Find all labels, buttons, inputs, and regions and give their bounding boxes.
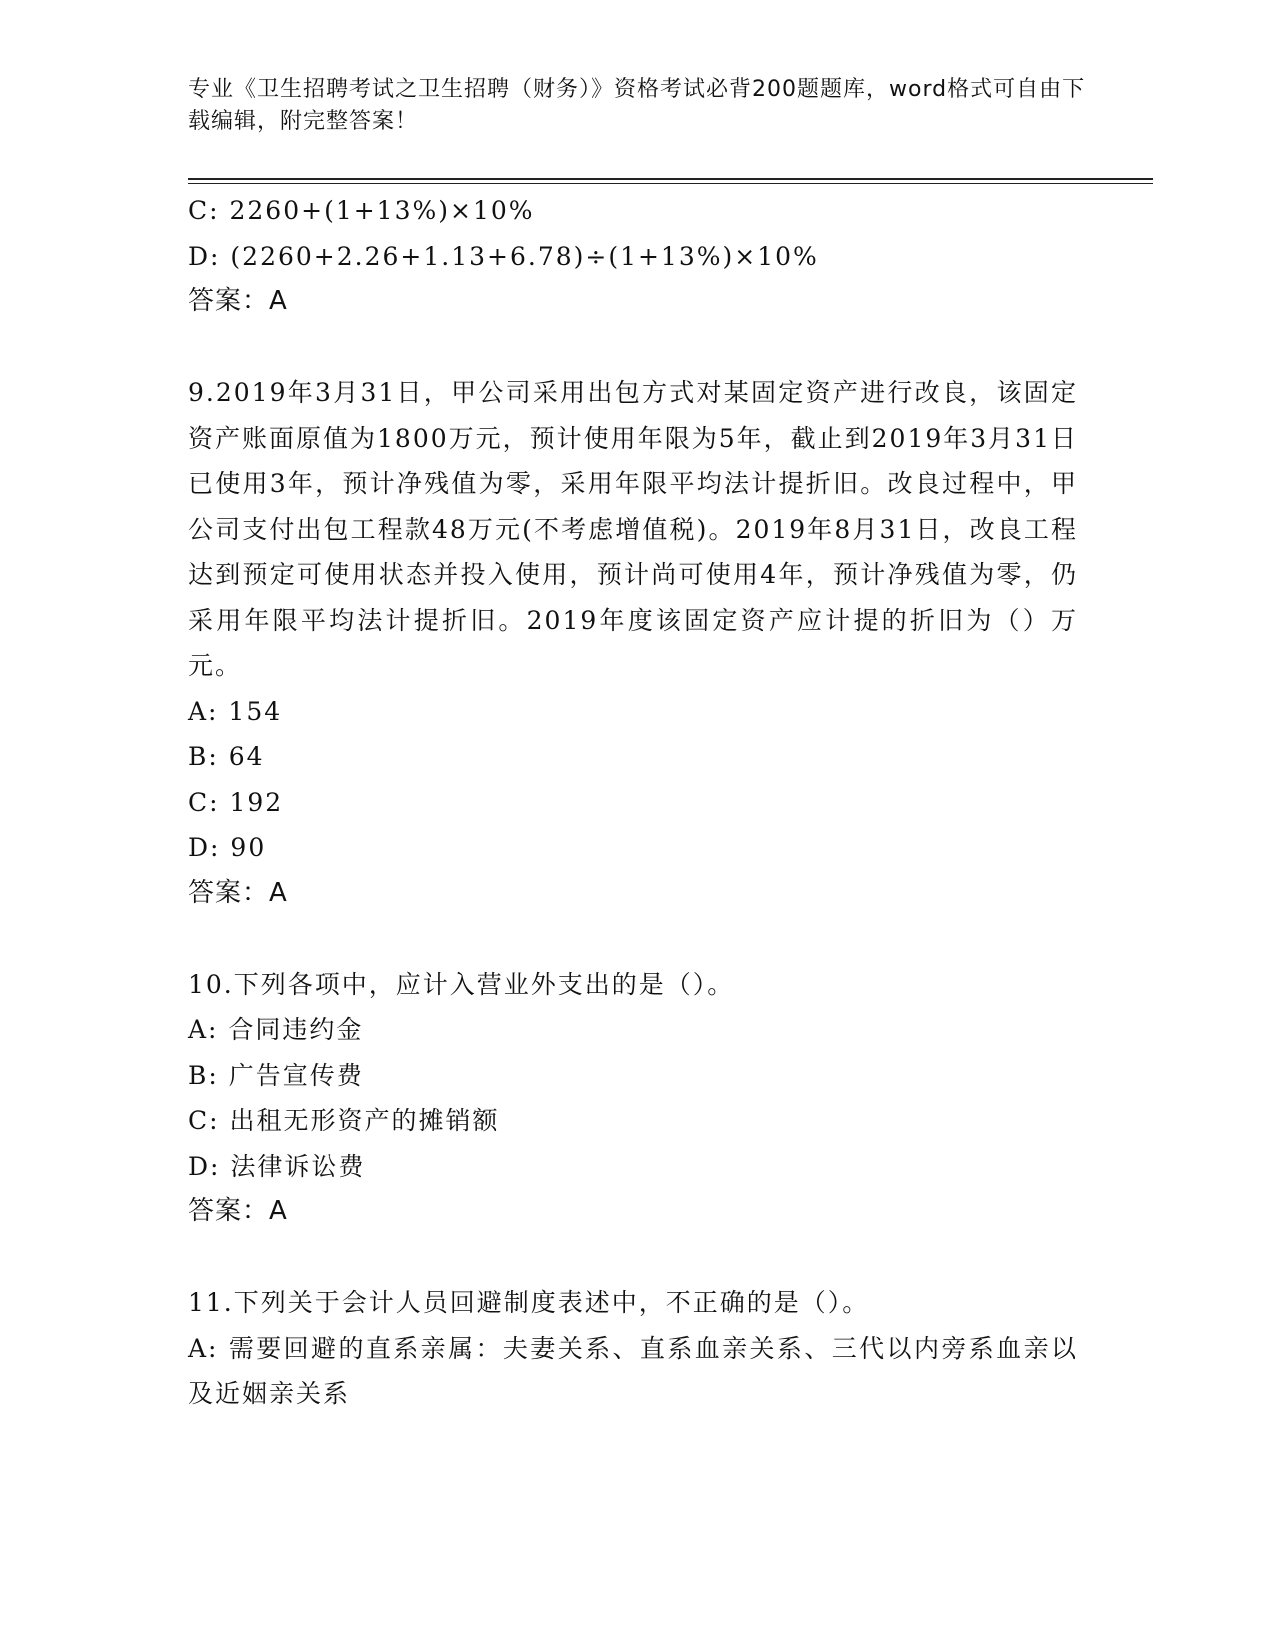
option-c: C: 192 <box>188 787 284 817</box>
question-text: 11.下列关于会计人员回避制度表述中，不正确的是（）。 <box>188 1288 870 1317</box>
question-9 <box>188 370 1078 916</box>
option-d: D: 90 <box>188 833 267 862</box>
question-text: 9.2019年3月31日，甲公司采用出包方式对某固定资产进行改良，该固定资产账面原值为1800万元，预计使用年限为5年，截止到2019年3月31日已使用3年，预计净残值为零，采用年限平均法计提折旧。改良过程中，甲公司支付出包工程款48万元(不考虑增值税)。2019年8月31日，改良工程达到预定可使用状态并投入使用，预计尚可使用4年，预计净残值为零，仍采用年限平均法计提折旧。2019年度该固定资产应计提的折旧为（）万元。 <box>188 378 1078 680</box>
spacer <box>188 916 1078 962</box>
option-b: B: 广告宣传费 <box>188 1060 364 1090</box>
option-a: A: 154 <box>188 696 283 726</box>
option-b: B: 64 <box>188 742 265 771</box>
spacer <box>188 1235 1078 1281</box>
question-text: 10.下列各项中，应计入营业外支出的是（）。 <box>188 969 735 999</box>
answer: 答案：A <box>188 286 288 316</box>
option-a: A: 需要回避的直系亲属：夫妻关系、直系血亲关系、三代以内旁系血亲以及近姻亲关系 <box>188 1333 1078 1408</box>
option-c: C: 2260+(1+13%)×10% <box>188 196 535 225</box>
option-d: D: (2260+2.26+1.13+6.78)÷(1+13%)×10% <box>188 241 819 271</box>
option-c: C: 出租无形资产的摊销额 <box>188 1106 500 1135</box>
option-d: D: 法律诉讼费 <box>188 1151 366 1181</box>
spacer <box>188 325 1078 371</box>
answer: 答案：A <box>188 877 288 908</box>
question-10 <box>188 962 1078 1235</box>
header-rule-thin <box>188 183 1153 184</box>
document-body <box>188 188 1078 1417</box>
question-8-tail <box>188 188 1078 325</box>
answer: 答案：A <box>188 1196 288 1226</box>
option-a: A: 合同违约金 <box>188 1015 364 1044</box>
question-11 <box>188 1280 1078 1417</box>
header-rule-thick <box>188 178 1153 180</box>
document-header: 专业《卫生招聘考试之卫生招聘（财务）》资格考试必背200题题库，word格式可自由下载编辑，附完整答案！ <box>188 77 1086 134</box>
